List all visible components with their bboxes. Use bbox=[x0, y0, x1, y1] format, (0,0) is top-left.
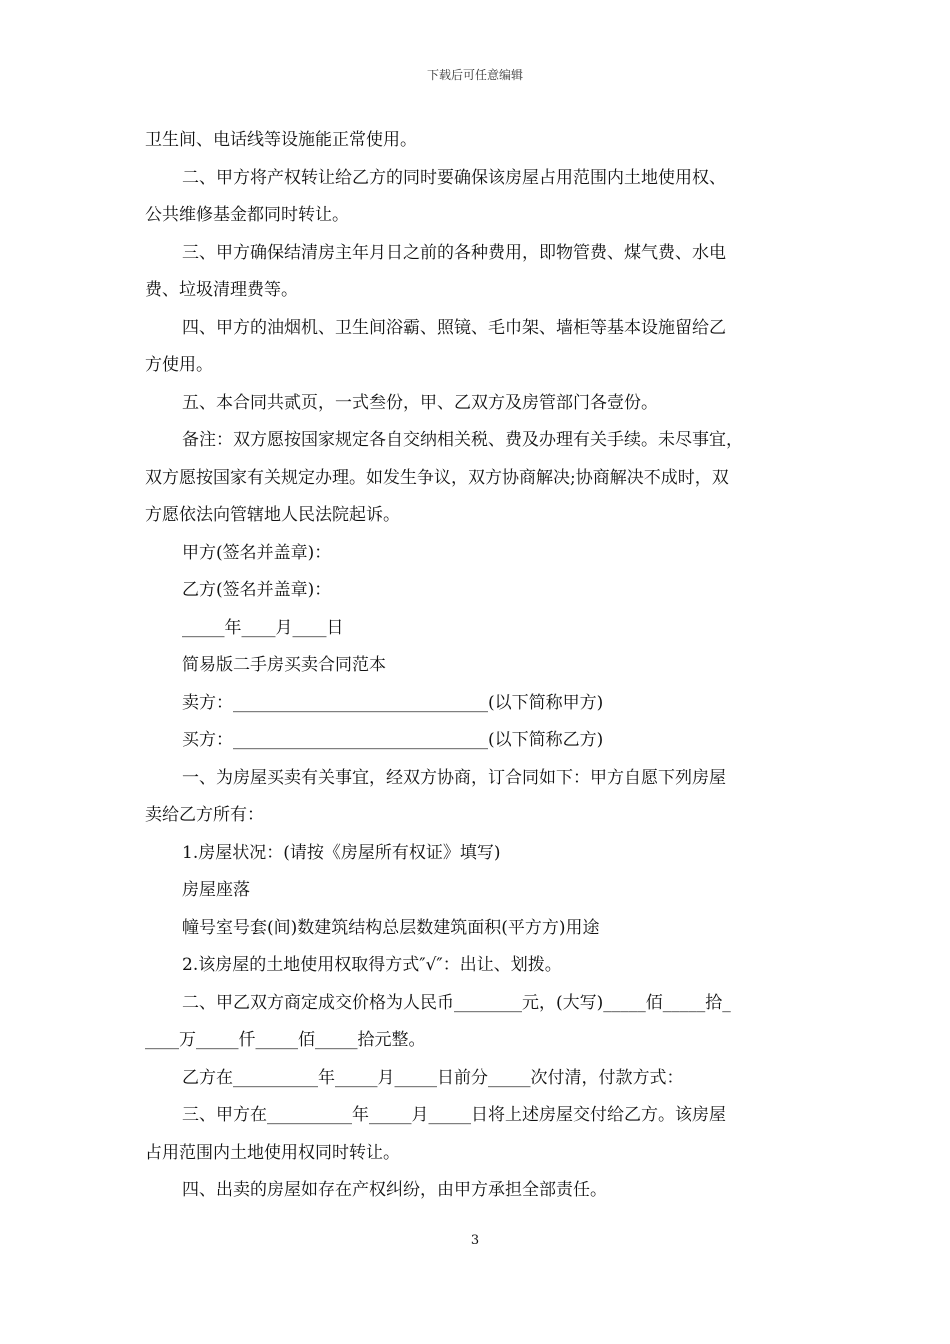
text-line: 房屋座落 bbox=[182, 880, 250, 900]
text-line: 乙方在__________年_____月_____日前分_____次付清，付款方式： bbox=[182, 1067, 684, 1088]
text-line: 备注：双方愿按国家规定各自交纳相关税、费及办理有关手续。未尽事宜， bbox=[182, 430, 743, 450]
text-line: 幢号室号套(间)数建筑结构总层数建筑面积(平方方)用途 bbox=[182, 917, 600, 938]
seller-line: 卖方：______________________________(以下简称甲方) bbox=[182, 692, 604, 713]
text-line: 五、本合同共贰页，一式叁份，甲、乙双方及房管部门各壹份。 bbox=[182, 392, 658, 413]
document-body bbox=[145, 122, 807, 1210]
text-line: 四、出卖的房屋如存在产权纠纷，由甲方承担全部责任。 bbox=[182, 1180, 607, 1200]
text-line: 二、甲乙双方商定成交价格为人民币________元，(大写)_____佰_____拾_ bbox=[182, 992, 731, 1013]
text-line: 2.该房屋的土地使用权取得方式″√″：出让、划拨。 bbox=[182, 955, 562, 975]
text-line: 方使用。 bbox=[145, 355, 213, 375]
signature-line-party-a: 甲方(签名并盖章)： bbox=[182, 542, 332, 563]
date-blank-line: _____年____月____日 bbox=[182, 617, 344, 638]
section-title: 简易版二手房买卖合同范本 bbox=[182, 655, 386, 675]
text-line: 方愿依法向管辖地人民法院起诉。 bbox=[145, 505, 400, 525]
text-line: 卖给乙方所有： bbox=[145, 805, 264, 825]
text-line: 二、甲方将产权转让给乙方的同时要确保该房屋占用范围内土地使用权、 bbox=[182, 167, 726, 188]
page-number: 3 bbox=[470, 1233, 480, 1248]
signature-line-party-b: 乙方(签名并盖章)： bbox=[182, 580, 332, 600]
text-line: 双方愿按国家有关规定办理。如发生争议，双方协商解决;协商解决不成时，双 bbox=[145, 467, 729, 488]
text-line: ____万_____仟_____佰_____拾元整。 bbox=[145, 1030, 426, 1050]
text-line: 一、为房屋买卖有关事宜，经双方协商，订合同如下：甲方自愿下列房屋 bbox=[182, 767, 726, 788]
page-header: 下载后可任意编辑 bbox=[426, 68, 523, 82]
text-line: 卫生间、电话线等设施能正常使用。 bbox=[145, 130, 417, 150]
buyer-line: 买方：______________________________(以下简称乙方) bbox=[182, 730, 604, 750]
text-line: 四、甲方的油烟机、卫生间浴霸、照镜、毛巾架、墙柜等基本设施留给乙 bbox=[182, 317, 726, 338]
text-line: 费、垃圾清理费等。 bbox=[145, 280, 298, 300]
text-line: 公共维修基金都同时转让。 bbox=[145, 205, 349, 225]
text-line: 三、甲方在__________年_____月_____日将上述房屋交付给乙方。该房屋 bbox=[182, 1105, 726, 1125]
text-line: 三、甲方确保结清房主年月日之前的各种费用，即物管费、煤气费、水电 bbox=[182, 242, 726, 263]
text-line: 占用范围内土地使用权同时转让。 bbox=[145, 1142, 400, 1163]
text-line: 1.房屋状况：(请按《房屋所有权证》填写) bbox=[182, 842, 501, 863]
